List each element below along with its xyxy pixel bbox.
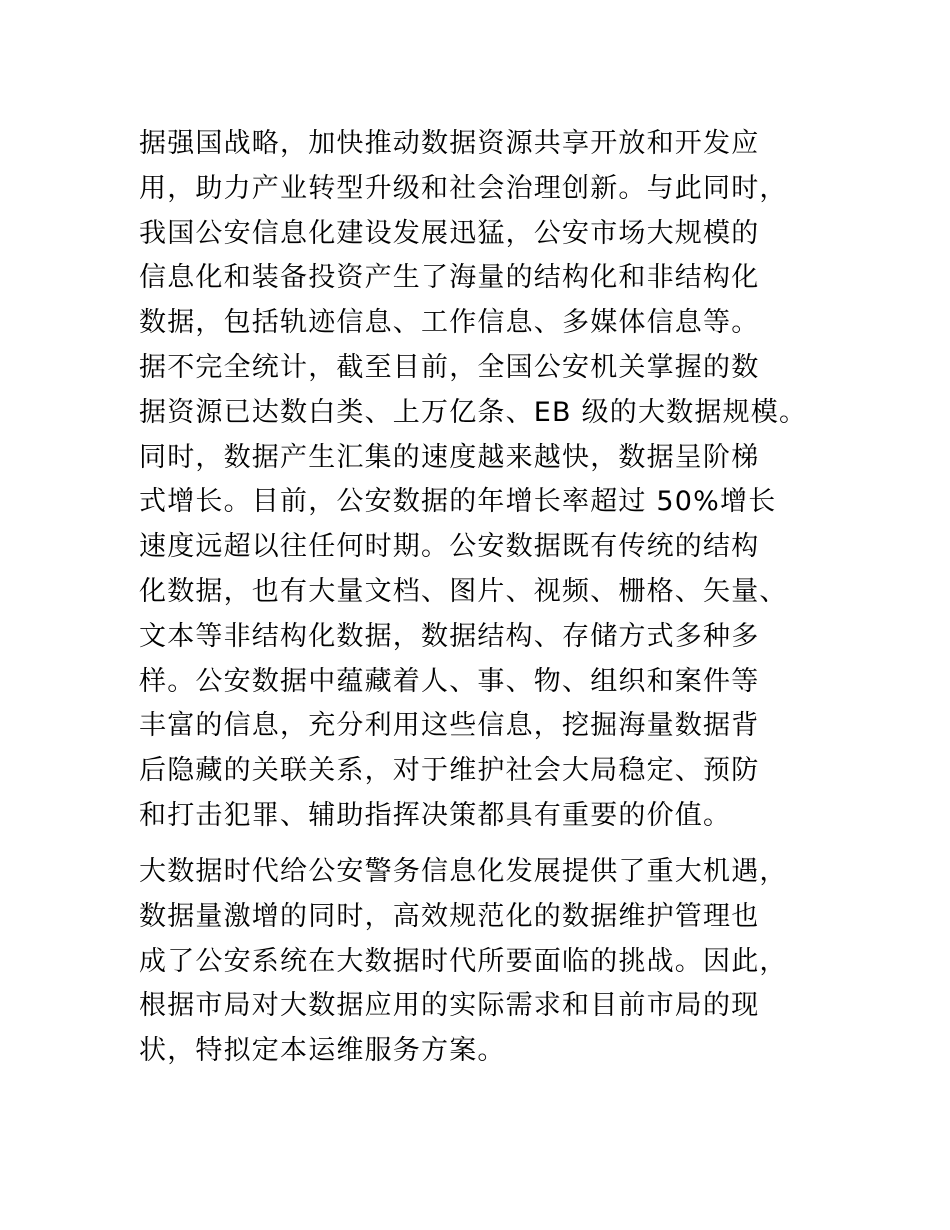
paragraph-1: [139, 122, 839, 839]
text-line: 后隐藏的关联关系，对于维护社会大局稳定、预防: [139, 755, 760, 787]
paragraph-2: [139, 850, 839, 1074]
text-line: 同时，数据产生汇集的速度越来越快，数据呈阶梯: [139, 441, 760, 473]
text-line: 据资源已达数白类、上万亿条、EB 级的大数据规模。: [139, 396, 808, 428]
text-line: 信息化和装备投资产生了海量的结构化和非结构化: [139, 262, 760, 294]
text-line: 和打击犯罪、辅助指挥决策都具有重要的价值。: [139, 799, 732, 831]
text-line: 丰富的信息，充分利用这些信息，挖掘海量数据背: [139, 710, 760, 742]
text-line: 成了公安系统在大数据时代所要面临的挑战。因此，: [139, 945, 788, 977]
text-line: 据强国战略，加快推动数据资源共享开放和开发应: [139, 128, 760, 159]
text-line: 大数据时代给公安警务信息化发展提供了重大机遇，: [139, 856, 788, 887]
text-line: 状，特拟定本运维服务方案。: [139, 1035, 506, 1067]
text-line: 数据量激增的同时，高效规范化的数据维护管理也: [139, 900, 760, 932]
text-line: 速度远超以往任何时期。公安数据既有传统的结构: [139, 531, 760, 563]
text-line: 化数据，也有大量文档、图片、视频、栅格、矢量、: [139, 575, 788, 607]
text-line: 我国公安信息化建设发展迅猛，公安市场大规模的: [139, 217, 760, 249]
text-line: 样。公安数据中蕴藏着人、事、物、组织和案件等: [139, 665, 760, 697]
text-line: 根据市局对大数据应用的实际需求和目前市局的现: [139, 990, 760, 1022]
text-line: 式增长。目前，公安数据的年增长率超过 50%增长: [139, 486, 777, 518]
text-line: 用，助力产业转型升级和社会治理创新。与此同时，: [139, 172, 788, 204]
text-line: 据不完全统计，截至目前，全国公安机关掌握的数: [139, 351, 760, 383]
text-line: 文本等非结构化数据，数据结构、存储方式多种多: [139, 620, 760, 652]
text-line: 数据，包括轨迹信息、工作信息、多媒体信息等。: [139, 307, 760, 339]
